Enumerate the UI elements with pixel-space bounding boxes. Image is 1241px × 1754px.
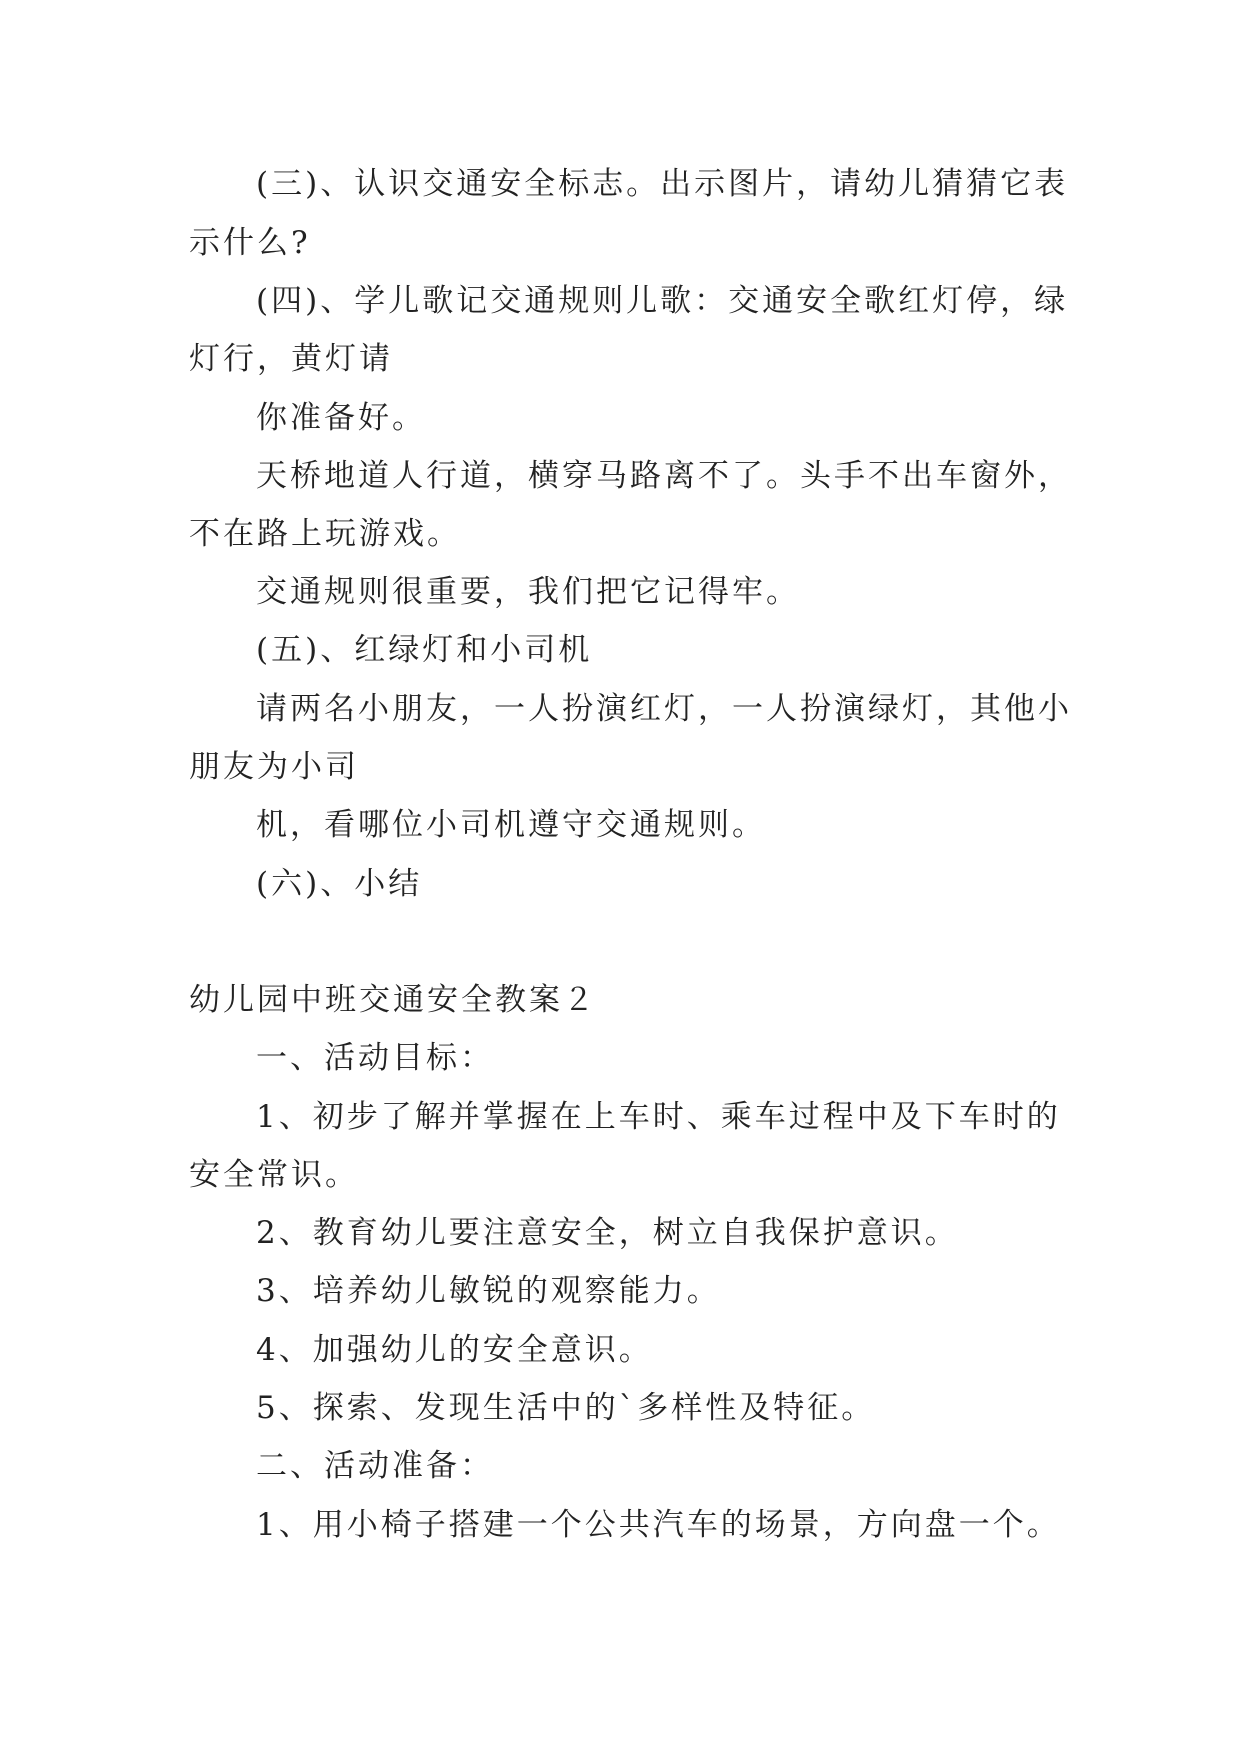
paragraph-line: 2、教育幼儿要注意安全，树立自我保护意识。 xyxy=(256,1215,959,1251)
paragraph-line: 请两名小朋友，一人扮演红灯，一人扮演绿灯，其他小 xyxy=(256,691,1072,727)
paragraph-line: (三)、认识交通安全标志。出示图片，请幼儿猜猜它表 xyxy=(256,166,1069,202)
paragraph-line: 4、加强幼儿的安全意识。 xyxy=(256,1332,653,1368)
paragraph-line: 1、初步了解并掌握在上车时、乘车过程中及下车时的 xyxy=(256,1099,1061,1135)
paragraph-line: 灯行，黄灯请 xyxy=(189,341,393,377)
paragraph-line: 5、探索、发现生活中的`多样性及特征。 xyxy=(256,1390,876,1426)
paragraph-line: 朋友为小司 xyxy=(189,749,359,785)
paragraph-line: (四)、学儿歌记交通规则儿歌：交通安全歌红灯停，绿 xyxy=(256,283,1069,319)
paragraph-line: 3、培养幼儿敏锐的观察能力。 xyxy=(256,1273,721,1309)
paragraph-line: 不在路上玩游戏。 xyxy=(189,516,461,552)
paragraph-line: (六)、小结 xyxy=(256,866,423,902)
paragraph-line: 你准备好。 xyxy=(256,400,426,436)
paragraph-line: 天桥地道人行道，横穿马路离不了。头手不出车窗外， xyxy=(256,458,1072,494)
paragraph-line: 交通规则很重要，我们把它记得牢。 xyxy=(256,574,800,610)
paragraph-line: 一、活动目标： xyxy=(256,1040,494,1076)
paragraph-line: 机，看哪位小司机遵守交通规则。 xyxy=(256,807,766,843)
section-title: 幼儿园中班交通安全教案２ xyxy=(189,982,597,1018)
paragraph-line: 安全常识。 xyxy=(189,1157,359,1193)
paragraph-line: 二、活动准备： xyxy=(256,1448,494,1484)
paragraph-line: (五)、红绿灯和小司机 xyxy=(256,632,593,668)
paragraph-line: 示什么? xyxy=(189,225,311,261)
paragraph-line: 1、用小椅子搭建一个公共汽车的场景，方向盘一个。 xyxy=(256,1507,1061,1543)
